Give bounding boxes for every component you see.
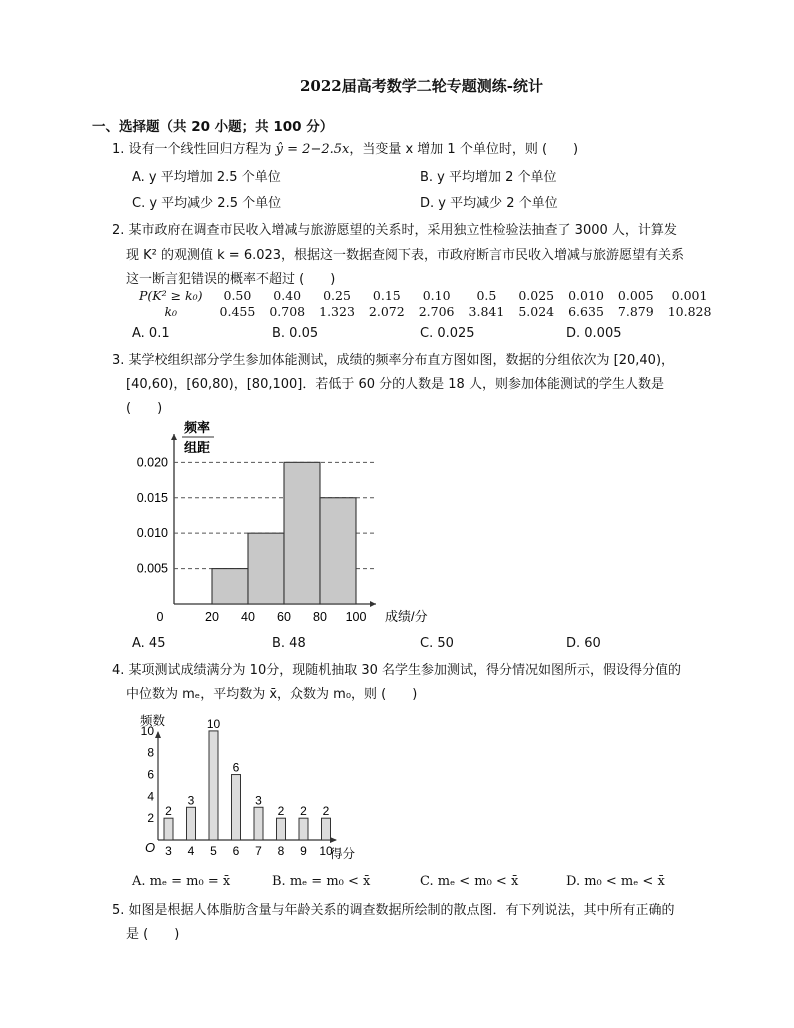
frequency-histogram: [120, 418, 450, 632]
x-tick-label: 8: [277, 844, 285, 858]
q1-option-b[interactable]: B. y 平均增加 2 个单位: [420, 170, 557, 185]
q3-option-a[interactable]: A. 45: [132, 636, 166, 651]
q2-option-c[interactable]: C. 0.025: [420, 326, 475, 341]
q2-line-2: 现 K² 的观测值 k = 6.023，根据这一数据查阅下表，市政府断言市民收入增减与旅游愿望有关系: [126, 248, 685, 263]
q4-option-b[interactable]: B. mₑ = m₀ < x̄: [272, 874, 371, 889]
histogram-bar: [248, 533, 284, 604]
section-heading: 一、选择题（共 20 小题；共 100 分）: [92, 119, 334, 135]
frequency-bar: [232, 775, 241, 840]
y-tick-label: 10: [140, 723, 154, 738]
q2-option-d[interactable]: D. 0.005: [566, 326, 622, 341]
q1-option-a[interactable]: A. y 平均增加 2.5 个单位: [132, 170, 281, 185]
x-axis-arrow: [330, 837, 337, 843]
y-tick-label: 0.010: [136, 526, 168, 541]
frequency-bar: [299, 818, 308, 840]
y-axis-label: 频数: [140, 714, 166, 728]
p-cell: 0.005: [617, 288, 654, 303]
y-tick-label: 0.020: [136, 455, 168, 470]
y-tick-label: 0.015: [136, 490, 168, 505]
q3-option-b[interactable]: B. 48: [272, 636, 306, 651]
q2-option-a[interactable]: A. 0.1: [132, 326, 170, 341]
x-axis-label: 得分: [330, 847, 356, 861]
q2-line-1: 2. 某市政府在调查市民收入增减与旅游愿望的关系时，采用独立性检验法抽查了 3000 人，计算发: [112, 223, 677, 238]
k-cell: 7.879: [617, 304, 654, 319]
bar-data-label: 2: [165, 804, 172, 819]
x-tick-label: 9: [300, 844, 307, 858]
q4-line-2: 中位数为 mₑ，平均数为 x̄，众数为 m₀，则 ( ): [126, 687, 418, 702]
k-cell: 10.828: [667, 304, 712, 319]
y-axis-label-top: 频率: [184, 420, 211, 435]
q2-line-3: 这一断言犯错误的概率不超过 ( ): [126, 272, 336, 287]
bar-data-label: 10: [206, 716, 221, 731]
q1-stem-b: ，当变量 x 增加 1 个单位时，则 ( ): [349, 142, 579, 157]
q3-line-2: [40,60)，[60,80)，[80,100]．若低于 60 分的人数是 18 人，则参加体能测试的学生人数是: [126, 377, 664, 392]
y-tick-label: 4: [147, 789, 154, 804]
y-tick-label: 8: [147, 745, 154, 760]
k-cell: 5.024: [518, 304, 555, 319]
y-axis-arrow: [155, 731, 161, 738]
p-cell: 0.010: [568, 288, 604, 303]
y-tick-label: 0.005: [136, 561, 168, 576]
frequency-bar: [164, 818, 173, 840]
k-cell: 1.323: [319, 304, 355, 319]
x-tick-label: 7: [255, 844, 262, 858]
k-cell: 6.635: [568, 304, 604, 319]
x-tick-label: 20: [205, 610, 219, 624]
p-cell: 0.15: [372, 288, 401, 303]
table-head-k: k₀: [164, 304, 178, 319]
q5-line-1: 5. 如图是根据人体脂肪含量与年龄关系的调查数据所绘制的散点图．有下列说法，其中所有正确的: [112, 903, 675, 918]
q4-option-c[interactable]: C. mₑ < m₀ < x̄: [420, 874, 519, 889]
q4-option-d[interactable]: D. m₀ < mₑ < x̄: [566, 874, 665, 889]
origin-label: 0: [156, 610, 164, 624]
bar-data-label: 6: [232, 760, 240, 775]
q1-stem-a: 1. 设有一个线性回归方程为: [112, 142, 276, 157]
q3-option-c[interactable]: C. 50: [420, 636, 454, 651]
p-cell: 0.50: [223, 288, 252, 303]
p-cell: 0.40: [273, 288, 302, 303]
x-tick-label: 10: [319, 844, 333, 858]
y-axis-label-bottom: 组距: [184, 440, 211, 455]
x-tick-label: 100: [345, 610, 367, 624]
bar-data-label: 2: [300, 804, 307, 819]
q1-option-d[interactable]: D. y 平均减少 2 个单位: [420, 196, 558, 211]
p-cell: 0.001: [671, 288, 708, 303]
q3-line-3: ( ): [126, 401, 163, 416]
k-cell: 2.072: [368, 304, 405, 319]
x-tick-label: 40: [241, 610, 255, 624]
q4-option-a[interactable]: A. mₑ = m₀ = x̄: [132, 874, 231, 889]
histogram-bar: [284, 462, 320, 604]
x-axis-label: 成绩/分: [385, 609, 428, 624]
q1-equation: ŷ = 2−2.5x: [275, 142, 350, 157]
table-row-p: [132, 288, 718, 304]
bar-data-label: 2: [277, 804, 285, 819]
origin-label: O: [145, 840, 156, 855]
table-row-k: [132, 304, 718, 320]
q2-option-b[interactable]: B. 0.05: [272, 326, 319, 341]
k-cell: 3.841: [468, 304, 505, 319]
frequency-bar: [209, 731, 218, 840]
frequency-bar-chart: [130, 710, 370, 866]
x-tick-label: 4: [187, 844, 195, 858]
p-cell: 0.25: [323, 288, 351, 303]
q1-option-c[interactable]: C. y 平均减少 2.5 个单位: [132, 196, 282, 211]
p-cell: 0.5: [476, 288, 497, 303]
k-cell: 0.455: [219, 304, 256, 319]
q3-line-1: 3. 某学校组织部分学生参加体能测试，成绩的频率分布直方图如图，数据的分组依次为 [20,40)，: [112, 353, 675, 368]
histogram-bar: [212, 569, 248, 604]
x-tick-label: 80: [313, 610, 327, 624]
critical-value-table: [132, 288, 718, 320]
x-tick-label: 60: [277, 610, 291, 624]
p-cell: 0.025: [518, 288, 555, 303]
frequency-bar: [322, 818, 331, 840]
q4-line-1: 4. 某项测试成绩满分为 10分，现随机抽取 30 名学生参加测试，得分情况如图所示，假设得分值的: [112, 663, 682, 678]
page-title: 2022届高考数学二轮专题测练-统计: [300, 77, 543, 95]
x-tick-label: 5: [210, 844, 217, 858]
k-cell: 0.708: [269, 304, 306, 319]
y-axis-arrow: [171, 434, 177, 440]
y-tick-label: 6: [147, 767, 154, 782]
x-axis-arrow: [370, 601, 376, 607]
frequency-bar: [187, 807, 196, 840]
bar-data-label: 3: [255, 793, 262, 808]
x-tick-label: 6: [232, 844, 240, 858]
frequency-bar: [277, 818, 286, 840]
k-cell: 2.706: [418, 304, 455, 319]
question-1-stem: [112, 137, 578, 162]
frequency-bar: [254, 807, 263, 840]
p-cell: 0.10: [422, 288, 451, 303]
x-tick-label: 3: [165, 844, 172, 858]
histogram-bar: [320, 498, 356, 604]
q3-option-d[interactable]: D. 60: [566, 636, 601, 651]
y-tick-label: 2: [147, 811, 154, 826]
table-head-p: P(K² ≥ k₀): [139, 288, 203, 303]
bar-data-label: 2: [322, 804, 330, 819]
bar-data-label: 3: [187, 793, 195, 808]
q5-line-2: 是 ( ): [126, 927, 180, 942]
